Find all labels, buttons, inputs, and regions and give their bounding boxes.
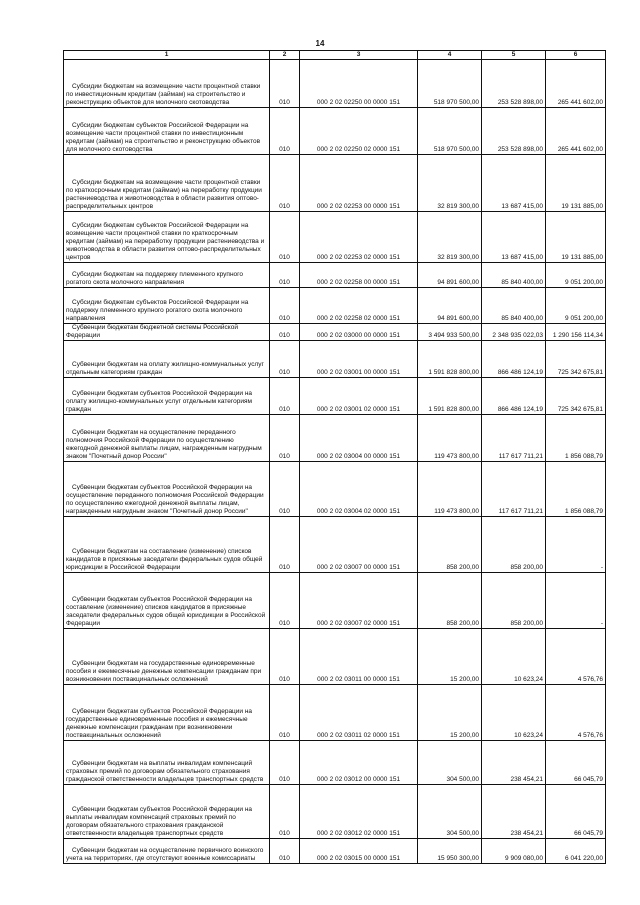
table-cell-unexecuted: - [546,517,606,573]
table-cell-unexecuted: 725 342 675,81 [546,378,606,415]
table-cell-executed: 9 909 080,00 [482,839,546,864]
table-cell-executed: 866 486 124,19 [482,378,546,415]
table-cell-description: Субвенции бюджетам бюджетной системы Российской Федерации [64,324,270,341]
table-cell-description: Субвенции бюджетам на осуществление переданного полномочия Российской Федерации по осуществлению ежегодной денежной выплаты лицам, награжденным нагрудным знаком "Почетный донор России" [64,415,270,462]
table-cell-budget-code: 000 2 02 03011 02 0000 151 [300,685,418,741]
table-cell-budget-code: 000 2 02 03012 00 0000 151 [300,741,418,785]
table-cell-unexecuted: 9 051 200,00 [546,263,606,288]
table-cell-description: Субвенции бюджетам на осуществление первичного воинского учета на территориях, где отсутствуют военные комиссариаты [64,839,270,864]
table-cell-approved: 3 494 933 500,00 [418,324,482,341]
table-cell-budget-code: 000 2 02 02258 02 0000 151 [300,288,418,324]
table-cell-approved: 304 500,00 [418,785,482,839]
table-row [64,741,606,785]
table-cell-description: Субвенции бюджетам на государственные единовременные пособия и ежемесячные денежные компенсации гражданам при возникновении поствакцинальных осложнений [64,629,270,685]
table-cell-line-code: 010 [270,685,300,741]
table-cell-executed: 858 200,00 [482,573,546,629]
table-cell-unexecuted: 19 131 885,00 [546,212,606,263]
table-cell-line-code: 010 [270,60,300,108]
table-cell-budget-code: 000 2 02 02258 00 0000 151 [300,263,418,288]
table-cell-line-code: 010 [270,415,300,462]
table-cell-approved: 32 819 300,00 [418,155,482,212]
table-cell-executed: 238 454,21 [482,785,546,839]
table-cell-approved: 858 200,00 [418,573,482,629]
table-cell-approved: 94 891 600,00 [418,263,482,288]
table-cell-budget-code: 000 2 02 03004 02 0000 151 [300,462,418,517]
table-row [64,341,606,378]
table-cell-line-code: 010 [270,629,300,685]
table-cell-unexecuted: 6 041 220,00 [546,839,606,864]
table-cell-executed: 253 528 898,00 [482,60,546,108]
table-row [64,685,606,741]
table-cell-unexecuted: 265 441 602,00 [546,108,606,155]
table-cell-approved: 1 591 828 800,00 [418,378,482,415]
table-row [64,155,606,212]
table-cell-executed: 238 454,21 [482,741,546,785]
table-cell-approved: 32 819 300,00 [418,212,482,263]
table-cell-executed: 13 687 415,00 [482,155,546,212]
table-header [64,51,606,60]
table-cell-description: Субвенции бюджетам на составление (изменение) списков кандидатов в присяжные заседатели федеральных судов общей юрисдикции в Российской Федерации [64,517,270,573]
table-cell-budget-code: 000 2 02 02250 02 0000 151 [300,108,418,155]
table-cell-unexecuted: 265 441 602,00 [546,60,606,108]
table-cell-line-code: 010 [270,341,300,378]
table-cell-unexecuted: 4 576,76 [546,629,606,685]
table-cell-line-code: 010 [270,212,300,263]
table-row [64,517,606,573]
table-cell-line-code: 010 [270,573,300,629]
table-cell-executed: 253 528 898,00 [482,108,546,155]
table-cell-approved: 15 950 300,00 [418,839,482,864]
column-header: 2 [270,51,300,60]
table-cell-approved: 518 970 500,00 [418,108,482,155]
table-cell-line-code: 010 [270,785,300,839]
table-cell-description: Субсидии бюджетам субъектов Российской Федерации на возмещение части процентной ставки по инвестиционным кредитам (займам) на строительство и реконструкцию объектов для молочного скотоводства [64,108,270,155]
column-header: 3 [300,51,418,60]
table-cell-description: Субвенции бюджетам субъектов Российской Федерации на составление (изменение) списков кандидатов в присяжные заседатели федеральных судов общей юрисдикции в Российской Федерации [64,573,270,629]
table-cell-unexecuted: 66 045,79 [546,741,606,785]
table-cell-line-code: 010 [270,324,300,341]
table-cell-description: Субвенции бюджетам субъектов Российской Федерации на государственные единовременные пособия и ежемесячные денежные компенсации гражданам при возникновении поствакцинальных осложнений [64,685,270,741]
table-row [64,324,606,341]
table-cell-executed: 117 617 711,21 [482,415,546,462]
budget-table [63,50,606,864]
table-cell-executed: 117 617 711,21 [482,462,546,517]
table-cell-description: Субвенции бюджетам на выплаты инвалидам компенсаций страховых премий по договорам обязательного страхования гражданской ответственности владельцев транспортных средств [64,741,270,785]
table-cell-unexecuted: 725 342 675,81 [546,341,606,378]
table-cell-description: Субвенции бюджетам на оплату жилищно-коммунальных услуг отдельным категориям граждан [64,341,270,378]
table-cell-executed: 10 623,24 [482,629,546,685]
column-header: 6 [546,51,606,60]
table-cell-description: Субсидии бюджетам на поддержку племенного крупного рогатого скота молочного направления [64,263,270,288]
table-cell-line-code: 010 [270,517,300,573]
table-cell-line-code: 010 [270,288,300,324]
table-cell-executed: 10 623,24 [482,685,546,741]
table-cell-executed: 13 687 415,00 [482,212,546,263]
table-cell-budget-code: 000 2 02 02253 02 0000 151 [300,212,418,263]
table-cell-description: Субсидии бюджетам на возмещение части процентной ставки по краткосрочным кредитам (займам) на переработку продукции растениеводства и животноводства в области развития оптово-распределительных центров [64,155,270,212]
table-cell-unexecuted: 1 856 088,79 [546,415,606,462]
table-cell-budget-code: 000 2 02 03012 02 0000 151 [300,785,418,839]
table-row [64,785,606,839]
table-cell-unexecuted: 66 045,79 [546,785,606,839]
table-body [64,60,606,864]
table-cell-executed: 85 840 400,00 [482,288,546,324]
table-cell-unexecuted: 1 856 088,79 [546,462,606,517]
table-row [64,263,606,288]
table-row [64,212,606,263]
table-cell-budget-code: 000 2 02 02253 00 0000 151 [300,155,418,212]
table-row [64,462,606,517]
table-cell-approved: 304 500,00 [418,741,482,785]
table-row [64,60,606,108]
table-cell-budget-code: 000 2 02 03004 00 0000 151 [300,415,418,462]
table-cell-approved: 15 200,00 [418,629,482,685]
table-row [64,573,606,629]
table-cell-budget-code: 000 2 02 03001 02 0000 151 [300,378,418,415]
table-row [64,288,606,324]
table-cell-unexecuted: 19 131 885,00 [546,155,606,212]
table-cell-description: Субвенции бюджетам субъектов Российской Федерации на выплаты инвалидам компенсаций страховых премий по договорам обязательного страхования гражданской ответственности владельцев транспортных средств [64,785,270,839]
table-cell-line-code: 010 [270,378,300,415]
table-cell-approved: 119 473 800,00 [418,415,482,462]
table-cell-description: Субсидии бюджетам субъектов Российской Федерации на возмещение части процентной ставки по краткосрочным кредитам (займам) на переработку продукции растениеводства и животноводства в области развития оптово-распределительных центров [64,212,270,263]
table-cell-line-code: 010 [270,108,300,155]
table-cell-unexecuted: 4 576,76 [546,685,606,741]
table-row [64,108,606,155]
table-row [64,839,606,864]
table-cell-budget-code: 000 2 02 03001 00 0000 151 [300,341,418,378]
table-cell-approved: 15 200,00 [418,685,482,741]
table-cell-unexecuted: - [546,573,606,629]
table-cell-description: Субсидии бюджетам на возмещение части процентной ставки по инвестиционным кредитам (займам) на строительство и реконструкцию объектов для молочного скотоводства [64,60,270,108]
table-cell-executed: 858 200,00 [482,517,546,573]
table-cell-unexecuted: 1 290 156 114,34 [546,324,606,341]
table-cell-approved: 94 891 600,00 [418,288,482,324]
table-cell-executed: 2 348 935 022,03 [482,324,546,341]
table-cell-budget-code: 000 2 02 03007 02 0000 151 [300,573,418,629]
table-cell-executed: 866 486 124,19 [482,341,546,378]
table-cell-budget-code: 000 2 02 03011 00 0000 151 [300,629,418,685]
table-cell-approved: 119 473 800,00 [418,462,482,517]
table-cell-description: Субсидии бюджетам субъектов Российской Федерации на поддержку племенного крупного рогатого скота молочного направления [64,288,270,324]
header-row [64,51,606,60]
table-cell-budget-code: 000 2 02 03000 00 0000 151 [300,324,418,341]
table-cell-budget-code: 000 2 02 03007 00 0000 151 [300,517,418,573]
table-cell-approved: 1 591 828 800,00 [418,341,482,378]
table-cell-approved: 858 200,00 [418,517,482,573]
table-row [64,378,606,415]
table-cell-line-code: 010 [270,155,300,212]
column-header: 4 [418,51,482,60]
table-cell-line-code: 010 [270,839,300,864]
table-cell-description: Субвенции бюджетам субъектов Российской Федерации на оплату жилищно-коммунальных услуг отдельным категориям граждан [64,378,270,415]
page-number: 14 [315,39,325,48]
table-cell-approved: 518 970 500,00 [418,60,482,108]
column-header: 1 [64,51,270,60]
table-cell-line-code: 010 [270,462,300,517]
table-cell-line-code: 010 [270,741,300,785]
table-cell-unexecuted: 9 051 200,00 [546,288,606,324]
table-row [64,629,606,685]
table-cell-executed: 85 840 400,00 [482,263,546,288]
table-cell-line-code: 010 [270,263,300,288]
table-row [64,415,606,462]
column-header: 5 [482,51,546,60]
table-cell-budget-code: 000 2 02 03015 00 0000 151 [300,839,418,864]
table-cell-budget-code: 000 2 02 02250 00 0000 151 [300,60,418,108]
table-cell-description: Субвенции бюджетам субъектов Российской Федерации на осуществление переданного полномочия Российской Федерации по осуществлению ежегодной денежной выплаты лицам, награжденным нагрудным знаком "Почетный донор России" [64,462,270,517]
